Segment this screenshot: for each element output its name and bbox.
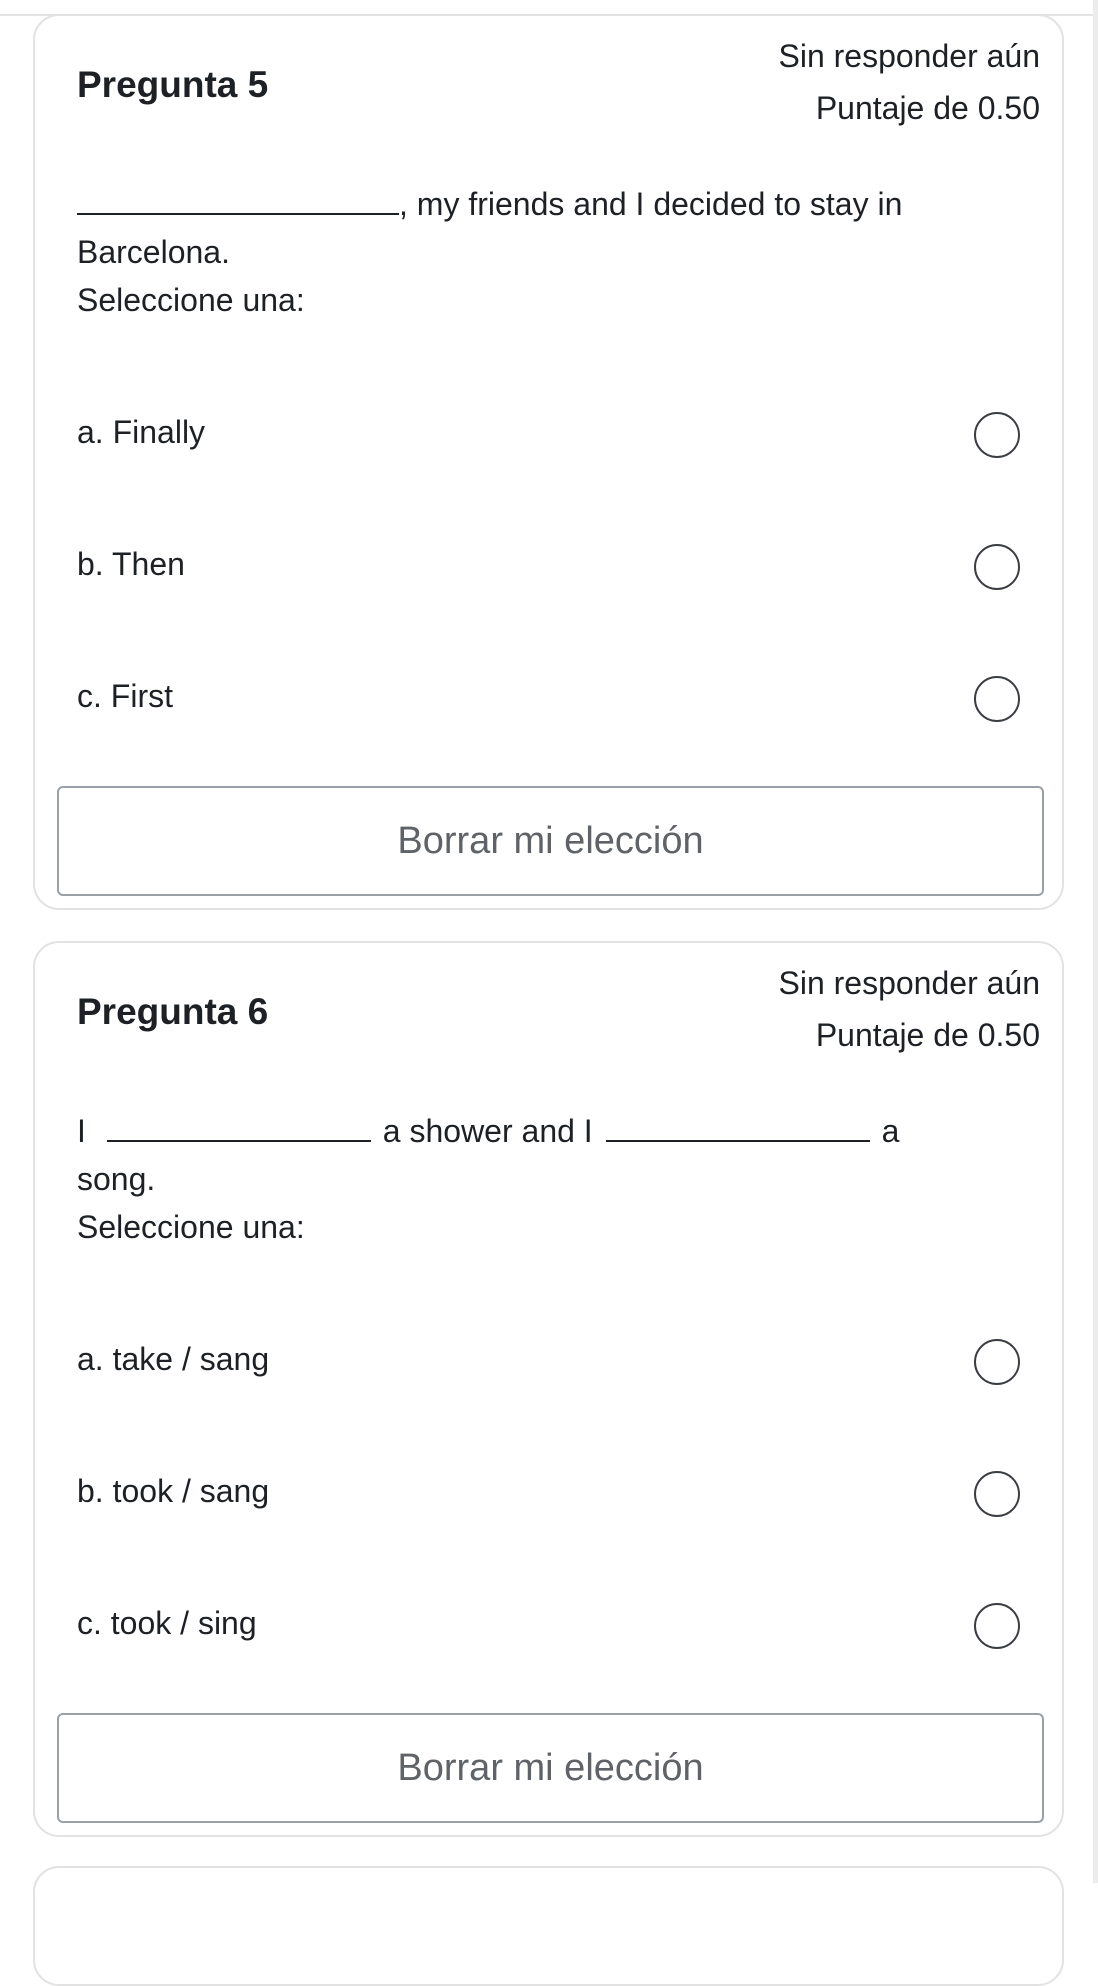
question-text-part: a <box>881 1113 900 1149</box>
question-status: Sin responder aún <box>778 965 1040 1001</box>
question-text-part: song. <box>77 1161 156 1197</box>
radio-button[interactable] <box>974 544 1020 590</box>
radio-button[interactable] <box>974 1471 1020 1517</box>
answer-blank <box>107 1112 371 1142</box>
question-text-part: , my friends and I decided to stay in <box>399 186 903 222</box>
question-card-5 <box>33 14 1064 910</box>
select-prompt: Seleccione una: <box>77 282 305 318</box>
question-card-next <box>33 1866 1064 1986</box>
option-label: c. First <box>77 678 173 714</box>
option-label: a. take / sang <box>77 1341 270 1377</box>
option-a[interactable] <box>35 1321 1062 1401</box>
option-label: c. took / sing <box>77 1605 257 1641</box>
answer-blank <box>606 1112 870 1142</box>
clear-choice-button[interactable]: Borrar mi elección <box>57 1713 1044 1823</box>
question-text <box>77 180 1007 276</box>
clear-choice-button[interactable]: Borrar mi elección <box>57 786 1044 896</box>
question-grade: Puntaje de 0.50 <box>815 1017 1040 1053</box>
radio-button[interactable] <box>974 676 1020 722</box>
option-label: b. took / sang <box>77 1473 270 1509</box>
radio-button[interactable] <box>974 1603 1020 1649</box>
question-title: Pregunta 6 <box>77 991 269 1032</box>
option-a[interactable] <box>35 394 1062 474</box>
option-label: a. Finally <box>77 414 206 450</box>
question-status: Sin responder aún <box>778 38 1040 74</box>
radio-button[interactable] <box>974 1339 1020 1385</box>
option-c[interactable] <box>35 1585 1062 1665</box>
option-b[interactable] <box>35 526 1062 606</box>
select-prompt: Seleccione una: <box>77 1209 305 1245</box>
question-title: Pregunta 5 <box>77 64 269 105</box>
question-text-part: I <box>77 1113 86 1149</box>
scrollbar-track <box>1093 0 1098 1883</box>
question-text-part: Barcelona. <box>77 234 230 270</box>
radio-button[interactable] <box>974 412 1020 458</box>
answer-blank <box>77 185 399 215</box>
question-card-6 <box>33 941 1064 1837</box>
option-c[interactable] <box>35 658 1062 738</box>
question-text-part: a shower and I <box>382 1113 593 1149</box>
question-text <box>77 1107 1007 1203</box>
option-b[interactable] <box>35 1453 1062 1533</box>
question-grade: Puntaje de 0.50 <box>815 90 1040 126</box>
option-label: b. Then <box>77 546 185 582</box>
